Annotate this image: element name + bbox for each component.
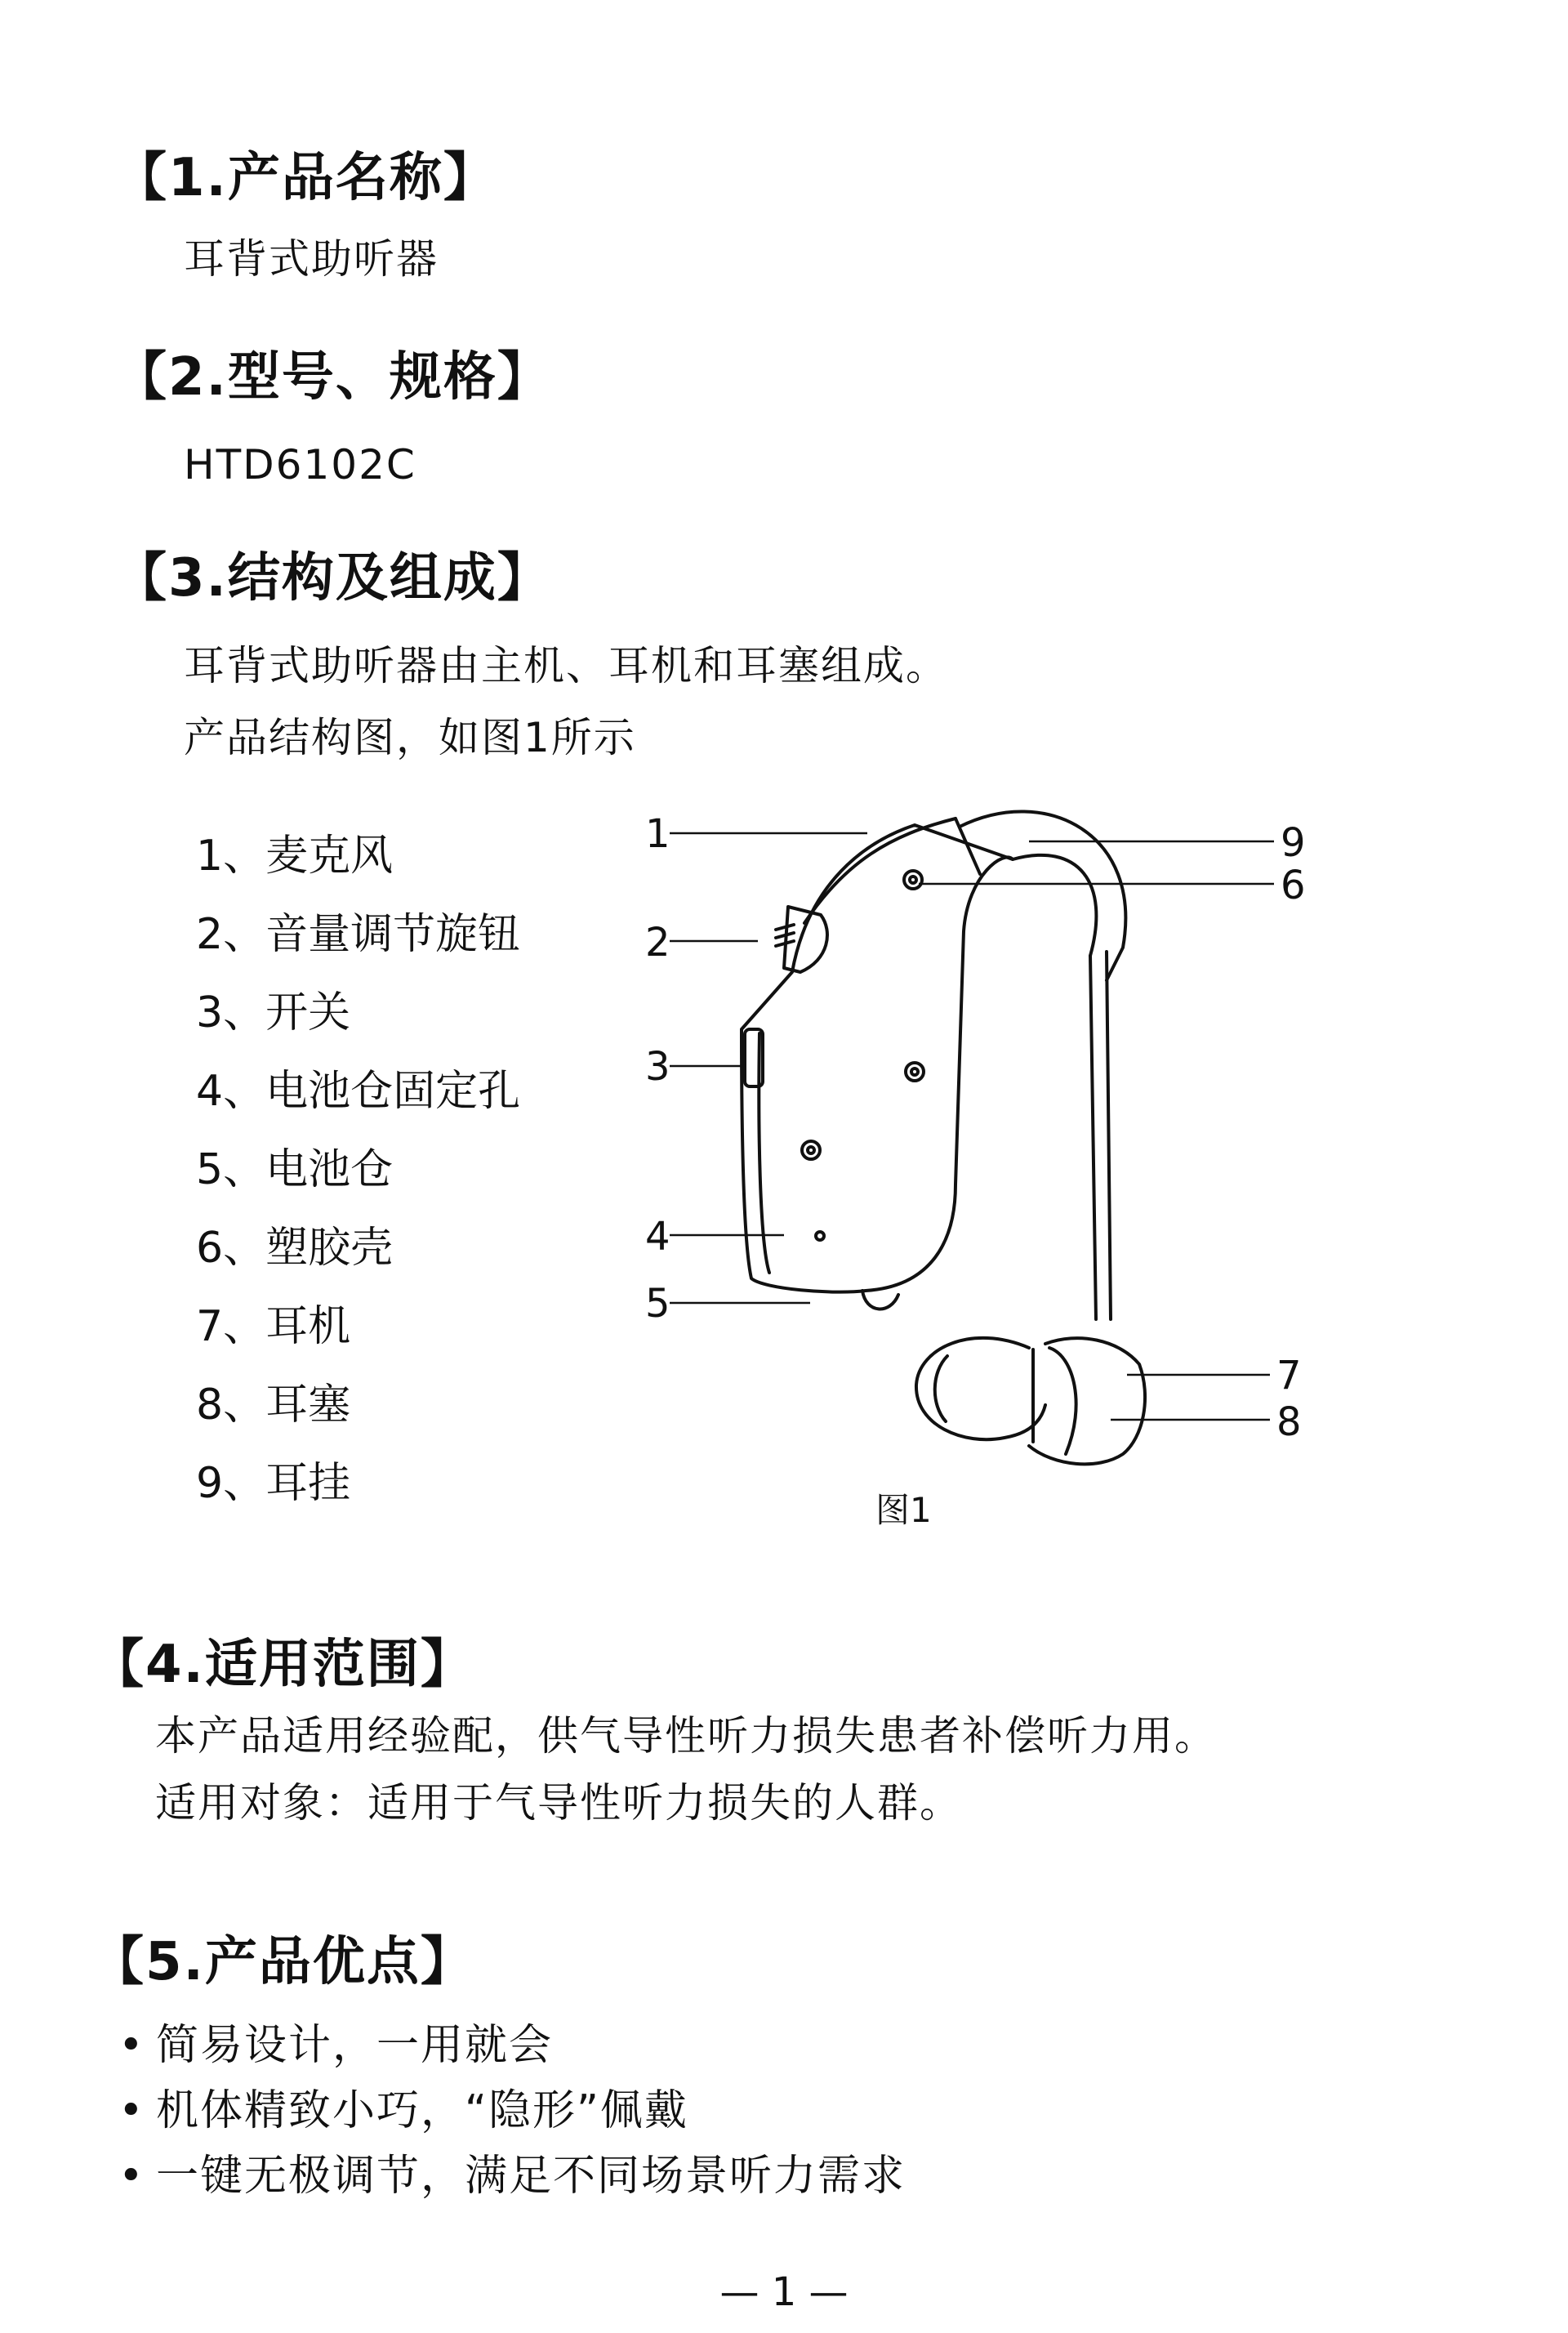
figure-caption: 图1 xyxy=(875,1490,932,1530)
part-label-8: 8、耳塞 xyxy=(196,1381,351,1430)
screw-top xyxy=(904,871,922,889)
tube xyxy=(1107,952,1111,1319)
callout-6: 6 xyxy=(1281,863,1306,908)
product-name: 耳背式助听器 xyxy=(184,235,439,283)
volume-knob xyxy=(784,907,827,972)
callout-2: 2 xyxy=(645,920,670,966)
part-label-5: 5、电池仓 xyxy=(196,1145,394,1194)
ear-hook xyxy=(960,811,1125,980)
part-label-3: 3、开关 xyxy=(196,988,351,1037)
screw-mid xyxy=(906,1063,924,1081)
callout-5: 5 xyxy=(645,1281,670,1327)
scope-line-1: 本产品适用经验配，供气导性听力损失患者补偿听力用。 xyxy=(155,1712,1217,1760)
section-4-heading: 【4.适用范围】 xyxy=(91,1635,474,1695)
section-3-heading: 【3.结构及组成】 xyxy=(114,548,551,609)
advantage-item xyxy=(118,2021,554,2070)
ear-hook-inner xyxy=(1013,855,1096,956)
receiver xyxy=(1029,1338,1145,1464)
bullet-marker: • xyxy=(118,2086,145,2135)
model-number: HTD6102C xyxy=(184,441,416,488)
callout-3: 3 xyxy=(645,1044,670,1090)
part-label-6: 6、塑胶壳 xyxy=(196,1224,394,1273)
section-2-heading: 【2.型号、规格】 xyxy=(114,347,551,408)
part-label-7: 7、耳机 xyxy=(196,1302,351,1351)
bullet-marker: • xyxy=(118,2021,145,2070)
section-1-heading: 【1.产品名称】 xyxy=(114,148,497,208)
part-label-4: 4、电池仓固定孔 xyxy=(196,1067,521,1116)
tube-inner xyxy=(1090,956,1096,1319)
part-label-9: 9、耳挂 xyxy=(196,1459,351,1508)
advantage-text: 简易设计，一用就会 xyxy=(156,2021,554,2070)
callout-9: 9 xyxy=(1281,820,1306,866)
advantage-text: 一键无极调节，满足不同场景听力需求 xyxy=(156,2152,906,2201)
advantage-item xyxy=(118,2086,688,2135)
hearing-aid-diagram xyxy=(621,784,1323,1487)
battery-door xyxy=(862,1291,898,1309)
figure-reference: 产品结构图，如图1所示 xyxy=(184,714,636,761)
part-label-1: 1、麦克风 xyxy=(196,832,394,881)
page-number: — 1 — xyxy=(719,2269,849,2315)
callout-8: 8 xyxy=(1276,1399,1302,1445)
scope-line-2: 适用对象：适用于气导性听力损失的人群。 xyxy=(155,1779,962,1827)
battery-hole xyxy=(816,1232,824,1240)
callout-1: 1 xyxy=(645,811,670,857)
callout-4: 4 xyxy=(645,1214,670,1260)
main-body-shell xyxy=(742,825,1013,1292)
screw-low xyxy=(802,1141,820,1159)
advantage-item xyxy=(118,2152,906,2201)
bullet-marker: • xyxy=(118,2152,145,2201)
part-label-2: 2、音量调节旋钮 xyxy=(196,910,521,959)
structure-description: 耳背式助听器由主机、耳机和耳塞组成。 xyxy=(184,642,948,689)
callout-7: 7 xyxy=(1276,1353,1302,1398)
advantage-text: 机体精致小巧，“隐形”佩戴 xyxy=(156,2086,688,2135)
section-5-heading: 【5.产品优点】 xyxy=(91,1932,474,1992)
